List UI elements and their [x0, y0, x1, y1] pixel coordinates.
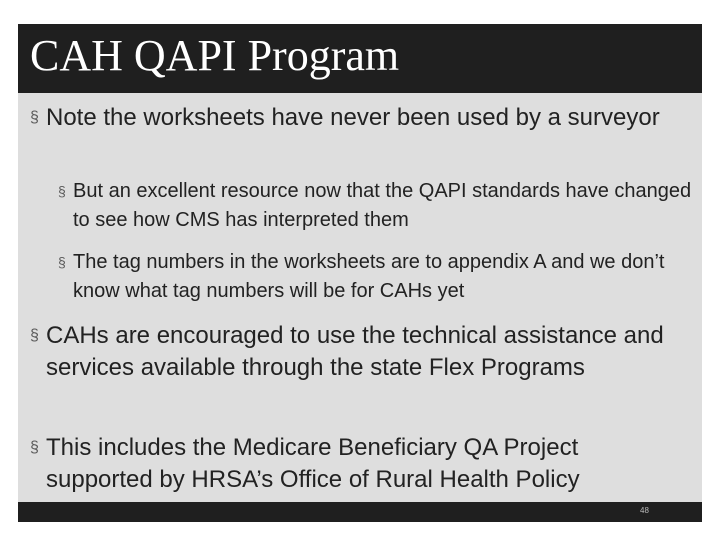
bullet-marker-icon: § [30, 327, 39, 344]
bullet-marker-icon: § [58, 183, 66, 199]
sub-bullet-item [58, 248, 698, 306]
bullet-item [30, 102, 670, 134]
bullet-text: This includes the Medicare Beneficiary QA Project supported by HRSA’s Office of Rural Health Policy [46, 434, 580, 493]
bullet-marker-icon: § [58, 254, 66, 270]
bullet-item [30, 320, 685, 384]
slide-title: CAH QAPI Program [30, 31, 400, 80]
bullet-text: CAHs are encouraged to use the technical assistance and services available through the state Flex Programs [46, 322, 664, 381]
bullet-text: Note the worksheets have never been used by a surveyor [46, 104, 660, 131]
bullet-item [30, 432, 685, 496]
bullet-marker-icon: § [30, 439, 39, 456]
sub-bullet-item [58, 177, 698, 235]
page-number: 48 [640, 506, 649, 515]
sub-bullet-text: But an excellent resource now that the QAPI standards have changed to see how CMS has interpreted them [73, 180, 692, 231]
footer-bar [18, 502, 702, 522]
bullet-marker-icon: § [30, 109, 39, 126]
sub-bullet-text: The tag numbers in the worksheets are to appendix A and we don’t know what tag numbers will be for CAHs yet [73, 251, 665, 302]
